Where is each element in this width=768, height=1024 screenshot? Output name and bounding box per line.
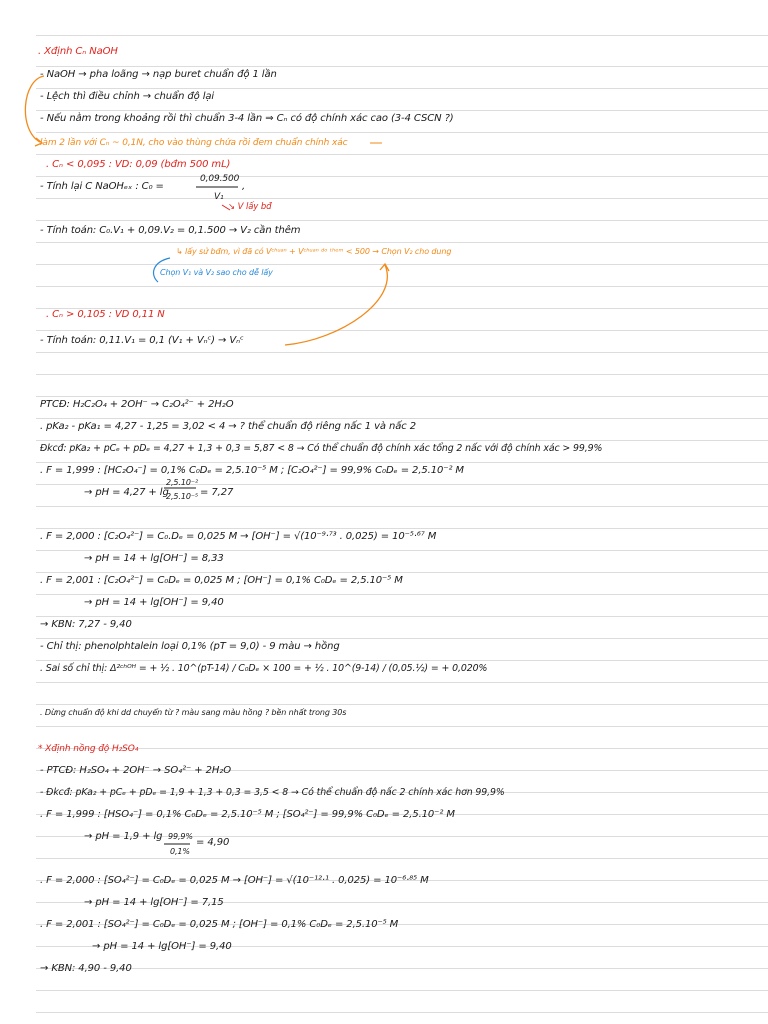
red-annotation: ↘ V lấy bđ <box>228 202 272 212</box>
fraction-numerator: 0,09.500 <box>200 174 240 184</box>
heading-xdinh-cn-naoh: . Xđịnh Cₙ NaOH <box>38 46 118 57</box>
fraction-numerator: 2,5.10⁻² <box>166 478 199 487</box>
fraction-denominator: 0,1% <box>170 847 190 856</box>
note-line: - Lệch thì điều chỉnh → chuẩn độ lại <box>40 91 215 102</box>
note-line: . F = 2,000 : [SO₄²⁻] = C₀Dₑ = 0,025 M → [OH⁻] = √(10⁻¹²·¹ . 0,025) = 10⁻⁶·⁸⁵ M <box>40 875 429 886</box>
indicator-line: - Chỉ thị: phenolphtalein loại 0,1% (pT = 9,0) - 9 màu → hồng <box>40 641 340 652</box>
note-line: - Tính lại C NaOHₑₓ : C₀ = <box>40 181 164 192</box>
note-line: . F = 1,999 : [HSO₄⁻] = 0,1% C₀Dₑ = 2,5.10⁻⁵ M ; [SO₄²⁻] = 99,9% C₀Dₑ = 2,5.10⁻² M <box>40 809 455 820</box>
fraction-denominator: V₁ <box>214 192 224 202</box>
case-cn-low: . Cₙ < 0,095 : VD: 0,09 (bđm 500 mL) <box>46 159 231 170</box>
ph-calc: → pH = 1,9 + lg <box>84 831 163 842</box>
note-line: . F = 1,999 : [HC₂O₄⁻] = 0,1% C₀Dₑ = 2,5.10⁻⁵ M ; [C₂O₄²⁻] = 99,9% C₀Dₑ = 2,5.10⁻² M <box>40 465 464 476</box>
note-line: - NaOH → pha loãng → nạp buret chuẩn độ 1 lần <box>40 69 277 80</box>
ph-calc: → pH = 4,27 + lg <box>84 487 169 498</box>
orange-annotation: làm 2 lần với Cₙ ~ 0,1N, cho vào thùng chứa rồi đem chuẩn chính xác <box>40 138 348 148</box>
case-cn-high: . Cₙ > 0,105 : VD 0,11 N <box>46 309 165 320</box>
note-line: . F = 2,000 : [C₂O₄²⁻] = C₀.Dₑ = 0,025 M → [OH⁻] = √(10⁻⁹·⁷³ . 0,025) = 10⁻⁵·⁶⁷ M <box>40 531 437 542</box>
note-line: . F = 2,001 : [SO₄²⁻] = C₀Dₑ = 0,025 M ; [OH⁻] = 0,1% C₀Dₑ = 2,5.10⁻⁵ M <box>40 919 399 930</box>
orange-annotation: ↳ lấy sử bđm, vì đã có Vᶜʰᵘᵃⁿ + Vᶜʰᵘᵃⁿ ᵈᵒ ᵗʰᵉᵐ < 500 → Chọn V₂ cho dung <box>176 247 452 256</box>
kbn-range: → KBN: 4,90 - 9,40 <box>40 963 132 974</box>
reaction-equation: - PTCĐ: H₂SO₄ + 2OH⁻ → SO₄²⁻ + 2H₂O <box>40 765 231 776</box>
fraction-denominator: 2,5.10⁻⁵ <box>166 492 199 501</box>
note-line: - Tính toán: C₀.V₁ + 0,09.V₂ = 0,1.500 → V₂ cần thêm <box>40 225 301 236</box>
note-line: - Đkcđ: pKa₂ + pCₑ + pDₑ = 1,9 + 1,3 + 0,3 = 3,5 < 8 → Có thể chuẩn độ nấc 2 chính xác hơn 99,9% <box>40 787 505 798</box>
reaction-equation: PTCĐ: H₂C₂O₄ + 2OH⁻ → C₂O₄²⁻ + 2H₂O <box>40 399 234 410</box>
ph-result: = 7,27 <box>200 487 234 498</box>
comma: , <box>242 181 246 192</box>
note-line: - Tính toán: 0,11.V₁ = 0,1 (V₁ + Vₙᶜ) → Vₙᶜ <box>40 335 244 346</box>
heading-xdinh-h2so4: * Xđịnh nồng độ H₂SO₄ <box>38 744 139 754</box>
note-line: Đkcđ: pKa₂ + pCₑ + pDₑ = 4,27 + 1,3 + 0,3 = 5,87 < 8 → Có thể chuẩn độ chính xác tổng 2 nấc với độ chính xác > 99,9% <box>40 443 603 454</box>
note-line: - Nếu nằm trong khoảng rồi thì chuẩn 3-4 lần ⇒ Cₙ có độ chính xác cao (3-4 CSCN ?) <box>40 113 454 124</box>
note-line: . Dừng chuẩn độ khi dd chuyển từ ? màu sang màu hồng ? bền nhất trong 30s <box>40 708 347 717</box>
ph-calc: → pH = 14 + lg[OH⁻] = 8,33 <box>84 553 224 564</box>
kbn-range: → KBN: 7,27 - 9,40 <box>40 619 132 630</box>
note-line: . F = 2,001 : [C₂O₄²⁻] = C₀Dₑ = 0,025 M ; [OH⁻] = 0,1% C₀Dₑ = 2,5.10⁻⁵ M <box>40 575 403 586</box>
ph-calc: → pH = 14 + lg[OH⁻] = 9,40 <box>84 597 224 608</box>
note-line: . pKa₂ - pKa₁ = 4,27 - 1,25 = 3,02 < 4 → ? thể chuẩn độ riêng nấc 1 và nấc 2 <box>40 421 417 432</box>
ph-calc: → pH = 14 + lg[OH⁻] = 7,15 <box>84 897 224 908</box>
fraction-numerator: 99,9% <box>168 832 193 841</box>
indicator-error: . Sai số chỉ thị: Δ²ᶜʰᴼᴴ = + ½ . 10^(pT-14) / C₀Dₑ × 100 = + ½ . 10^(9-14) / (0,05.½) = + 0,020% <box>40 663 488 674</box>
ph-calc: → pH = 14 + lg[OH⁻] = 9,40 <box>92 941 232 952</box>
blue-annotation: Chọn V₁ và V₂ sao cho dễ lấy <box>160 268 273 277</box>
ph-result: = 4,90 <box>196 837 230 848</box>
